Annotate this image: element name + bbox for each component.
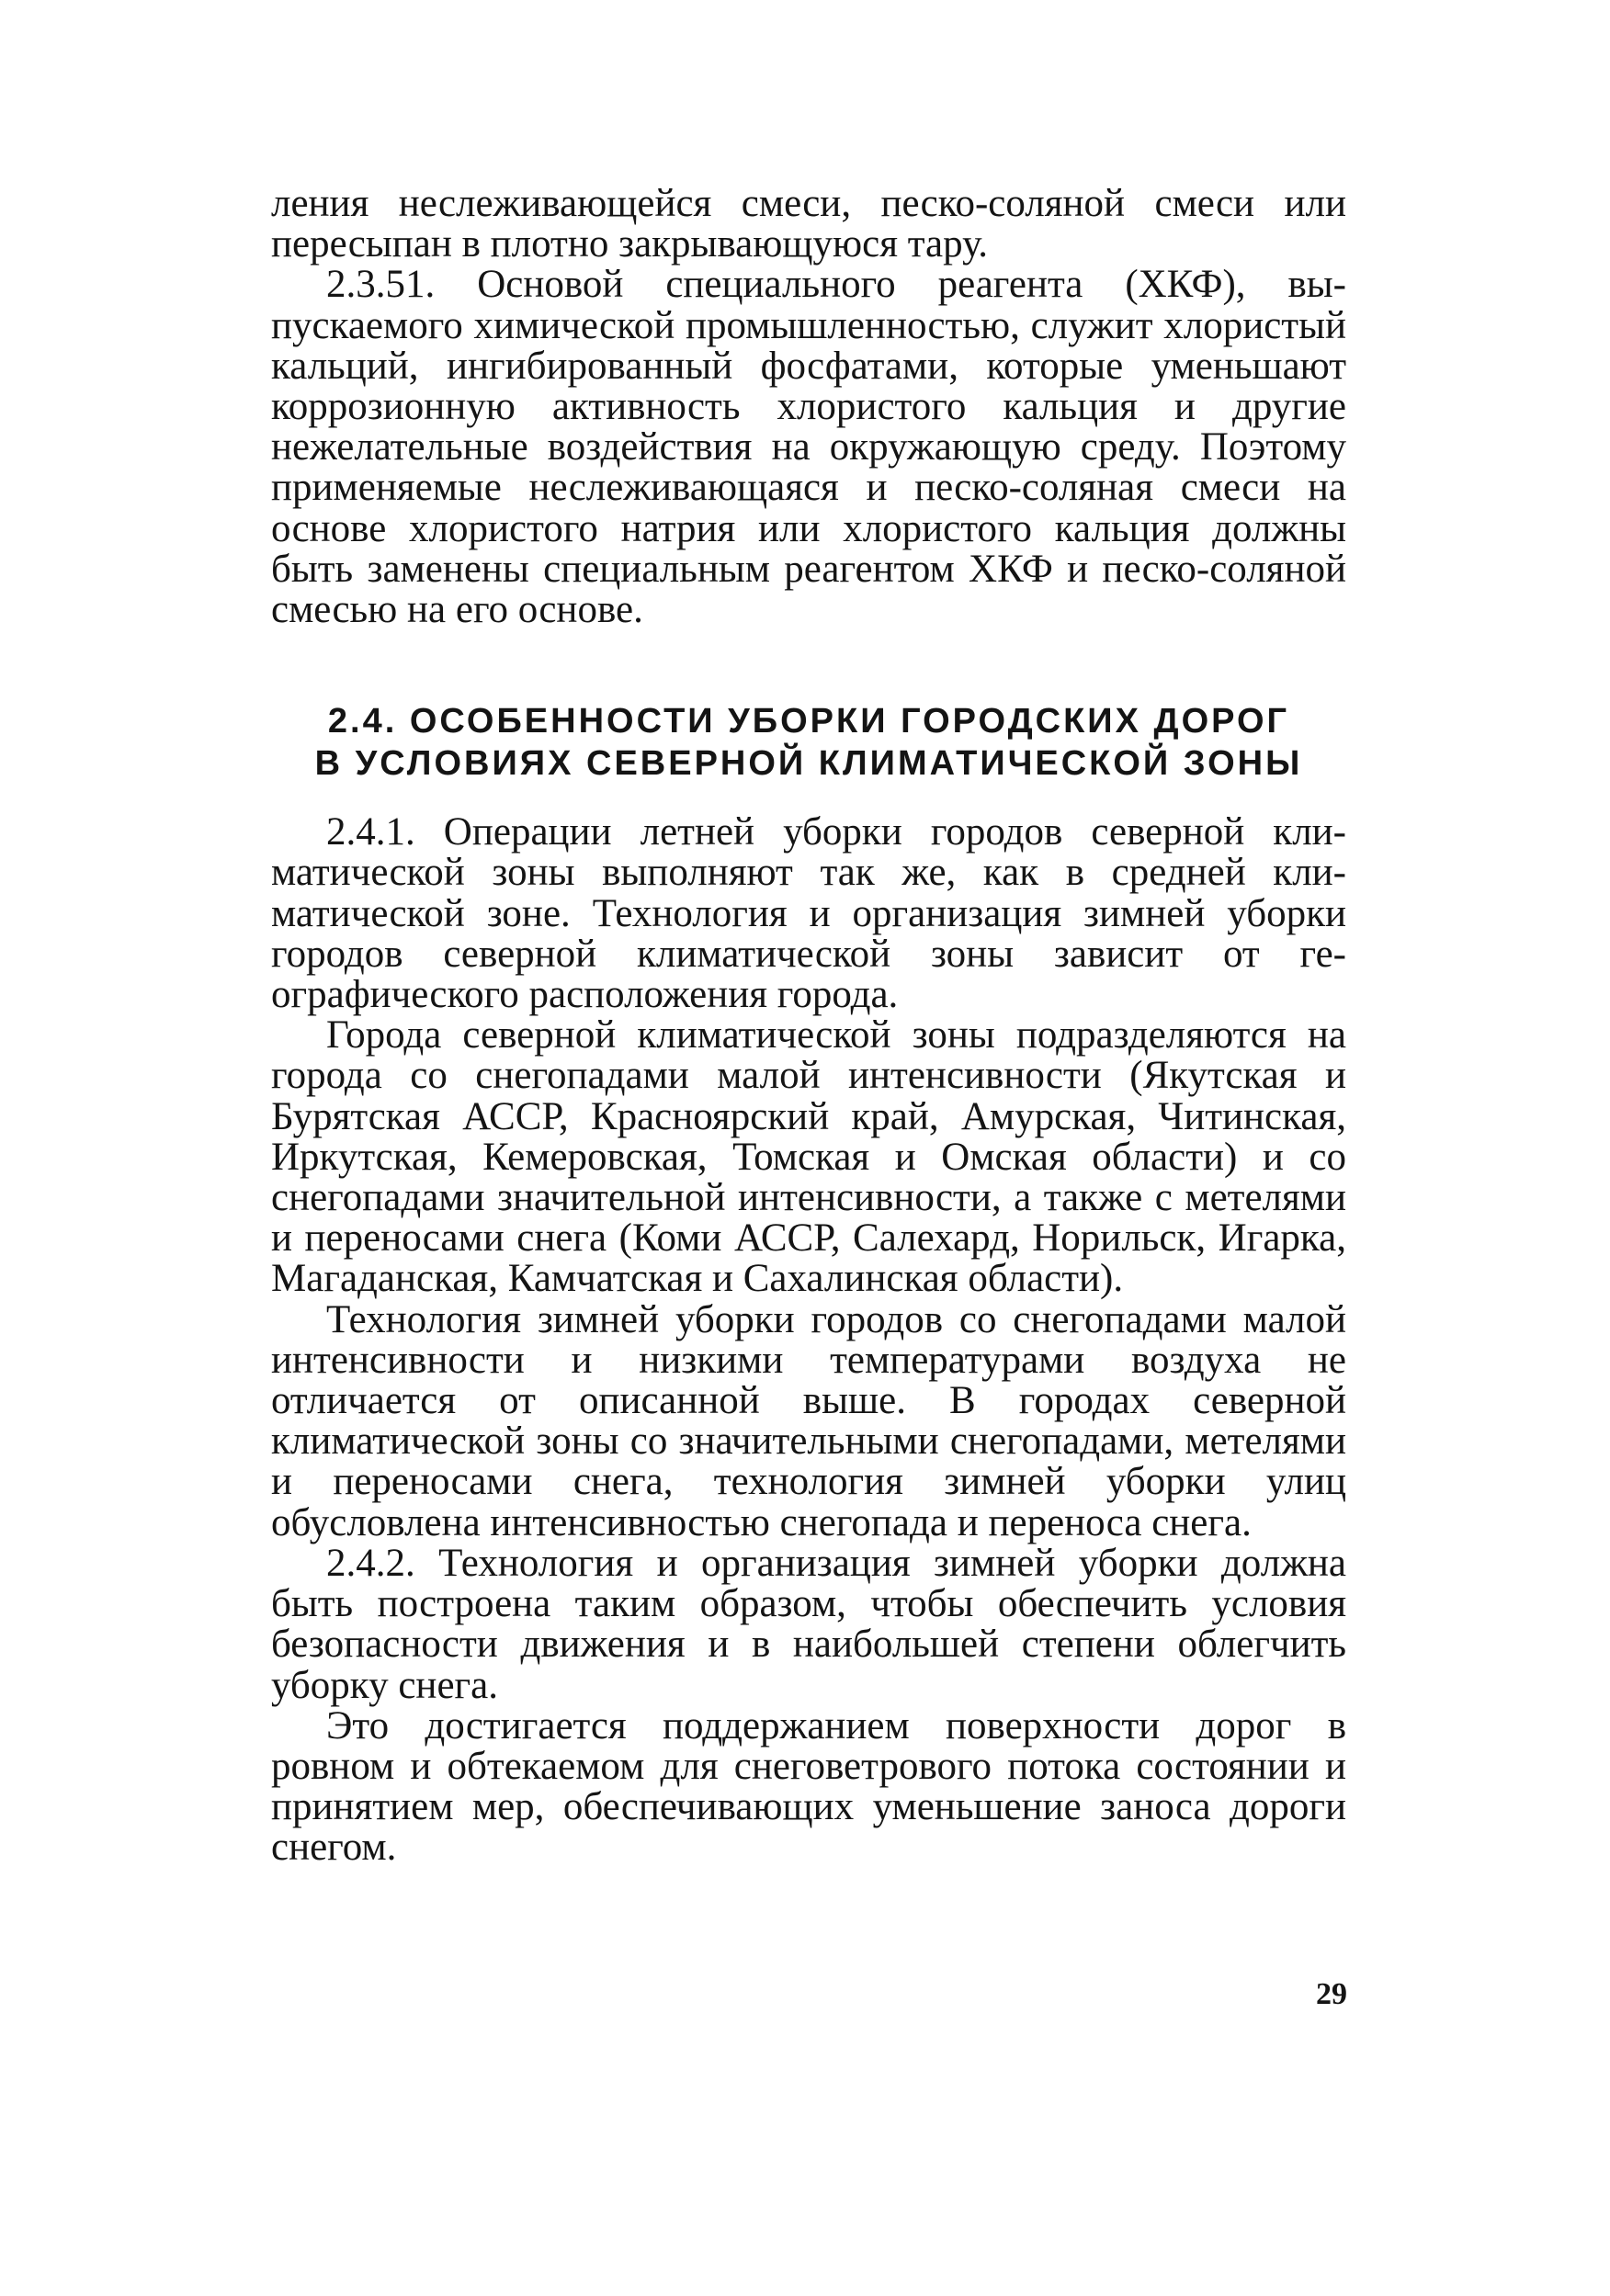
section-heading-line-2: В УСЛОВИЯХ СЕВЕРНОЙ КЛИМАТИЧЕСКОЙ ЗОНЫ <box>314 744 1303 784</box>
section-heading <box>271 700 1346 785</box>
page-body <box>271 184 1346 1869</box>
section-heading-line-1: 2.4. ОСОБЕННОСТИ УБОРКИ ГОРОДСКИХ ДОРОГ <box>327 702 1290 741</box>
paragraph-2-4-1: 2.4.1. Операции летней уборки городов северной климатической зоны выполняют так же, как в средней климатической зоне. Технология и организация зимней уборки городов северной климатической зоны зависит от географического расположения города. <box>271 810 1346 1017</box>
paragraph-2-3-51: 2.3.51. Основой специального реагента (ХКФ), выпускаемого химической промышленностью, служит хлористый кальций, ингибированный фосфатами, которые уменьшают коррозионную активность хлористого кальция и другие нежелательные воздействия на окружающую среду. Поэтому применяемые неслеживающаяся и песко-соляная смеси на основе хлористого натрия или хлористого кальция должны быть заменены специальным реагентом ХКФ и песко-соляной смесью на его основе. <box>271 263 1346 632</box>
paragraph-achieved: Это достигается поддержанием поверхности дорог в ровном и обтекаемом для снеговетрового потока состоянии и принятием мер, обеспечивающих уменьшение заноса дороги снегом. <box>271 1703 1346 1870</box>
paragraph-northern-cities: Города северной климатической зоны подразделяются на города со снегопадами малой интенсивности (Якутская и Бурятская АССР, Красноярский край, Амурская, Читинская, Иркутская, Кемеровская, Томская и Омская области) и со снегопадами значительной интенсивности, а также с метелями и переносами снега (Коми АССР, Салехард, Норильск, Игарка, Магаданская, Камчатская и Сахалинская области). <box>271 1013 1346 1301</box>
page-number: 29 <box>1316 1977 1347 2011</box>
paragraph-2-4-2: 2.4.2. Технология и организация зимней уборки должна быть построена таким образом, чтобы обеспечить условия безопасности движения и в наибольшей степени облегчить уборку снега. <box>271 1541 1346 1707</box>
paragraph-technology: Технология зимней уборки городов со снегопадами малой интенсивности и низкими температурами воздуха не отличается от описанной выше. В городах северной климатической зоны со значительными снегопадами, метелями и переносами снега, технология зимней уборки улиц обусловлена интенсивностью снегопада и переноса снега. <box>271 1297 1346 1544</box>
paragraph-continuation: ления неслеживающейся смеси, песко-соляной смеси или пересыпан в плотно закрывающуюся тару. <box>271 182 1346 266</box>
